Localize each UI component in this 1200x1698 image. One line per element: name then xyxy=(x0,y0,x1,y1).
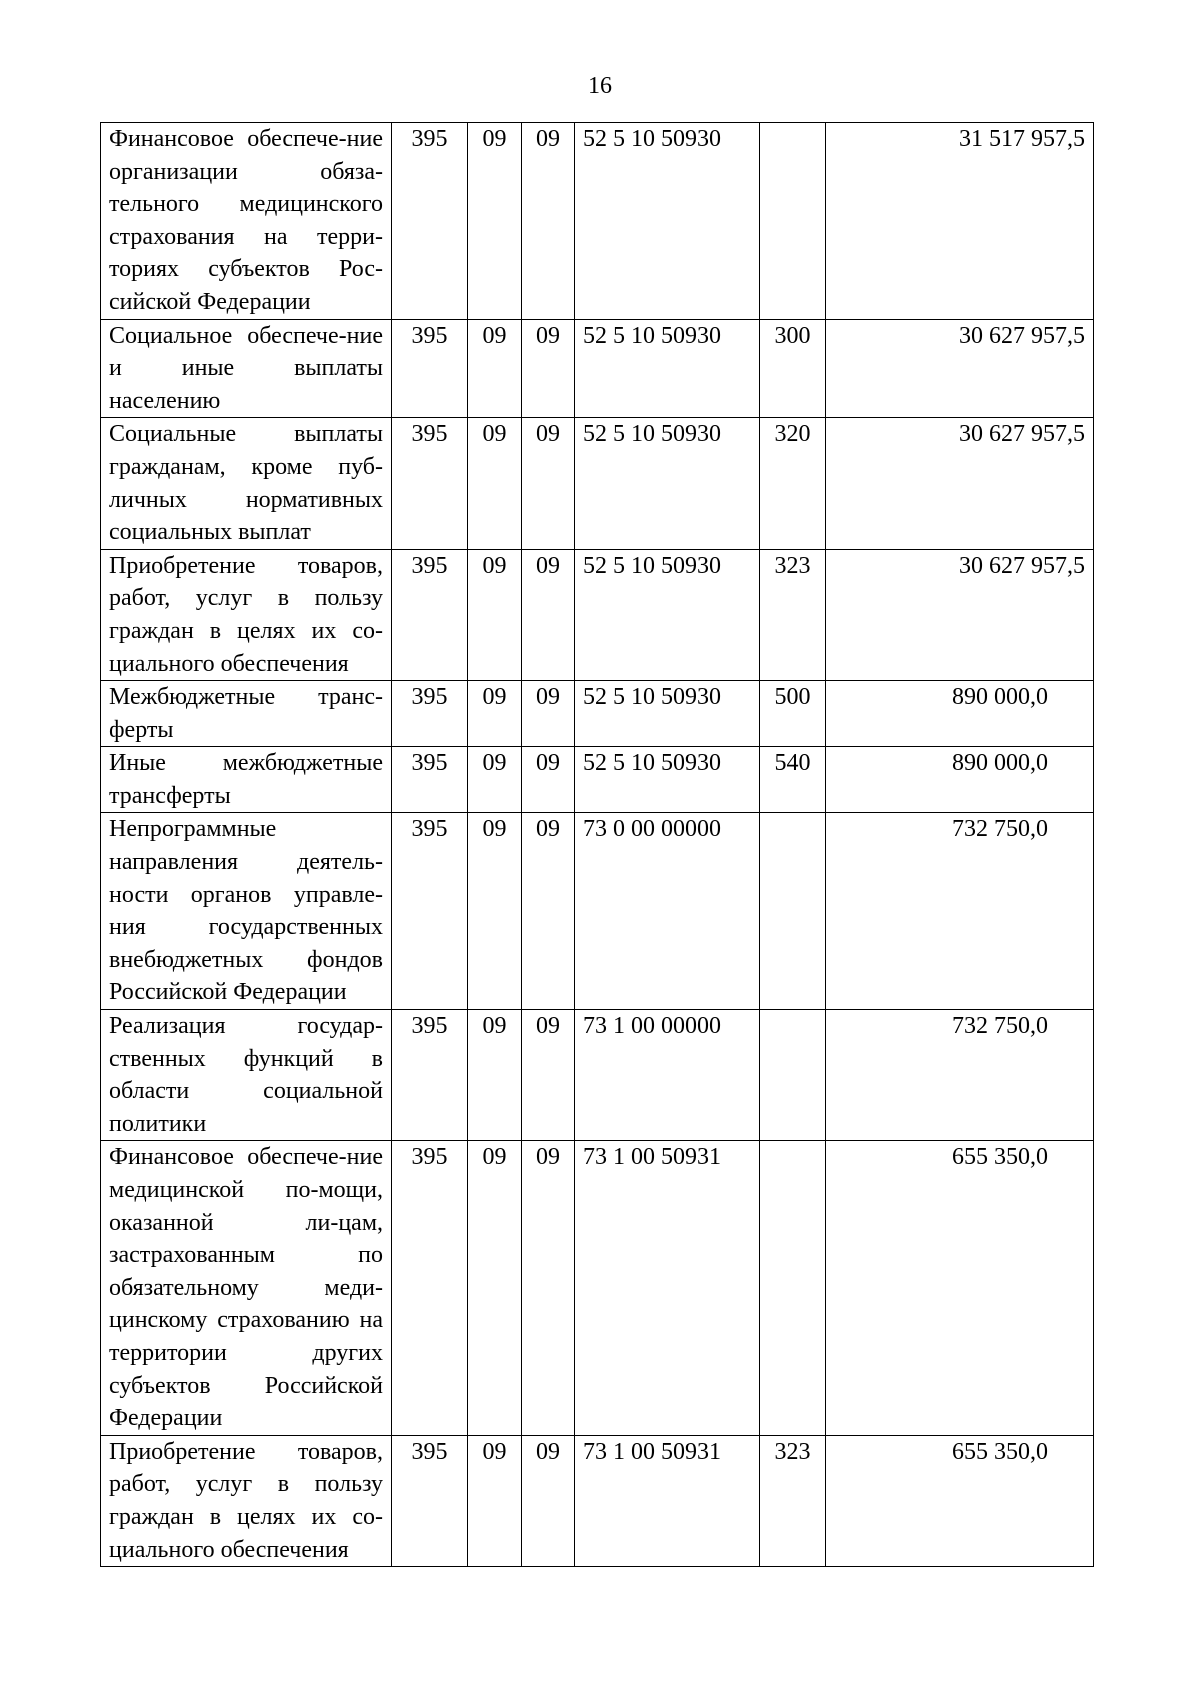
row-target-article: 73 1 00 00000 xyxy=(575,1010,760,1141)
row-name: Финансовое обеспече-ние медицинской по-мощи, оказанной ли-цам, застрахованным по обязательному меди-цинскому страхованию на территории других субъектов Российской Федерации xyxy=(101,1141,392,1435)
row-expense-type: 300 xyxy=(760,319,826,418)
row-grbs: 395 xyxy=(392,681,468,747)
row-amount: 655 350,0 xyxy=(826,1141,1094,1435)
row-subsection: 09 xyxy=(522,747,575,813)
row-amount: 890 000,0 xyxy=(826,681,1094,747)
row-amount: 30 627 957,5 xyxy=(826,418,1094,549)
row-subsection: 09 xyxy=(522,123,575,320)
table-row xyxy=(101,1435,1094,1566)
row-amount: 30 627 957,5 xyxy=(826,549,1094,680)
row-expense-type xyxy=(760,813,826,1010)
row-expense-type xyxy=(760,123,826,320)
row-amount: 31 517 957,5 xyxy=(826,123,1094,320)
row-name: Иные межбюджетные трансферты xyxy=(101,747,392,813)
row-expense-type: 323 xyxy=(760,549,826,680)
row-grbs: 395 xyxy=(392,549,468,680)
row-grbs: 395 xyxy=(392,1010,468,1141)
row-grbs: 395 xyxy=(392,1141,468,1435)
row-section: 09 xyxy=(468,1010,522,1141)
row-section: 09 xyxy=(468,1141,522,1435)
row-name: Социальные выплаты гражданам, кроме пуб-личных нормативных социальных выплат xyxy=(101,418,392,549)
row-name: Непрограммные направления деятель-ности органов управле-ния государственных внебюджетных фондов Российской Федерации xyxy=(101,813,392,1010)
row-target-article: 73 1 00 50931 xyxy=(575,1435,760,1566)
row-section: 09 xyxy=(468,1435,522,1566)
row-expense-type: 320 xyxy=(760,418,826,549)
row-expense-type: 323 xyxy=(760,1435,826,1566)
row-amount: 655 350,0 xyxy=(826,1435,1094,1566)
row-expense-type xyxy=(760,1141,826,1435)
row-expense-type: 500 xyxy=(760,681,826,747)
row-section: 09 xyxy=(468,418,522,549)
row-grbs: 395 xyxy=(392,319,468,418)
budget-table-body xyxy=(101,123,1094,1567)
row-amount: 732 750,0 xyxy=(826,1010,1094,1141)
row-subsection: 09 xyxy=(522,549,575,680)
row-target-article: 52 5 10 50930 xyxy=(575,549,760,680)
row-target-article: 52 5 10 50930 xyxy=(575,123,760,320)
row-grbs: 395 xyxy=(392,813,468,1010)
row-name: Межбюджетные транс-ферты xyxy=(101,681,392,747)
row-target-article: 52 5 10 50930 xyxy=(575,418,760,549)
table-row xyxy=(101,549,1094,680)
row-name: Приобретение товаров, работ, услуг в пользу граждан в целях их со-циального обеспечения xyxy=(101,1435,392,1566)
row-section: 09 xyxy=(468,319,522,418)
row-subsection: 09 xyxy=(522,1141,575,1435)
table-row xyxy=(101,1141,1094,1435)
row-grbs: 395 xyxy=(392,123,468,320)
row-amount: 890 000,0 xyxy=(826,747,1094,813)
row-section: 09 xyxy=(468,681,522,747)
row-target-article: 73 1 00 50931 xyxy=(575,1141,760,1435)
table-row xyxy=(101,418,1094,549)
table-row xyxy=(101,813,1094,1010)
budget-table xyxy=(100,122,1094,1567)
row-name: Реализация государ-ственных функций в области социальной политики xyxy=(101,1010,392,1141)
row-name: Приобретение товаров, работ, услуг в пользу граждан в целях их со-циального обеспечения xyxy=(101,549,392,680)
table-row xyxy=(101,1010,1094,1141)
row-subsection: 09 xyxy=(522,319,575,418)
row-target-article: 73 0 00 00000 xyxy=(575,813,760,1010)
row-subsection: 09 xyxy=(522,1010,575,1141)
row-subsection: 09 xyxy=(522,813,575,1010)
table-row xyxy=(101,681,1094,747)
row-target-article: 52 5 10 50930 xyxy=(575,681,760,747)
row-expense-type xyxy=(760,1010,826,1141)
row-amount: 732 750,0 xyxy=(826,813,1094,1010)
row-grbs: 395 xyxy=(392,1435,468,1566)
row-expense-type: 540 xyxy=(760,747,826,813)
table-row xyxy=(101,123,1094,320)
row-subsection: 09 xyxy=(522,681,575,747)
table-row xyxy=(101,747,1094,813)
row-target-article: 52 5 10 50930 xyxy=(575,747,760,813)
page-number: 16 xyxy=(588,73,612,99)
row-subsection: 09 xyxy=(522,1435,575,1566)
row-name: Финансовое обеспече-ние организации обяза-тельного медицинского страхования на терри-ториях субъектов Рос-сийской Федерации xyxy=(101,123,392,320)
row-name: Социальное обеспече-ние и иные выплаты населению xyxy=(101,319,392,418)
row-section: 09 xyxy=(468,123,522,320)
row-section: 09 xyxy=(468,747,522,813)
row-grbs: 395 xyxy=(392,747,468,813)
row-amount: 30 627 957,5 xyxy=(826,319,1094,418)
row-grbs: 395 xyxy=(392,418,468,549)
row-section: 09 xyxy=(468,813,522,1010)
table-row xyxy=(101,319,1094,418)
row-section: 09 xyxy=(468,549,522,680)
row-target-article: 52 5 10 50930 xyxy=(575,319,760,418)
row-subsection: 09 xyxy=(522,418,575,549)
